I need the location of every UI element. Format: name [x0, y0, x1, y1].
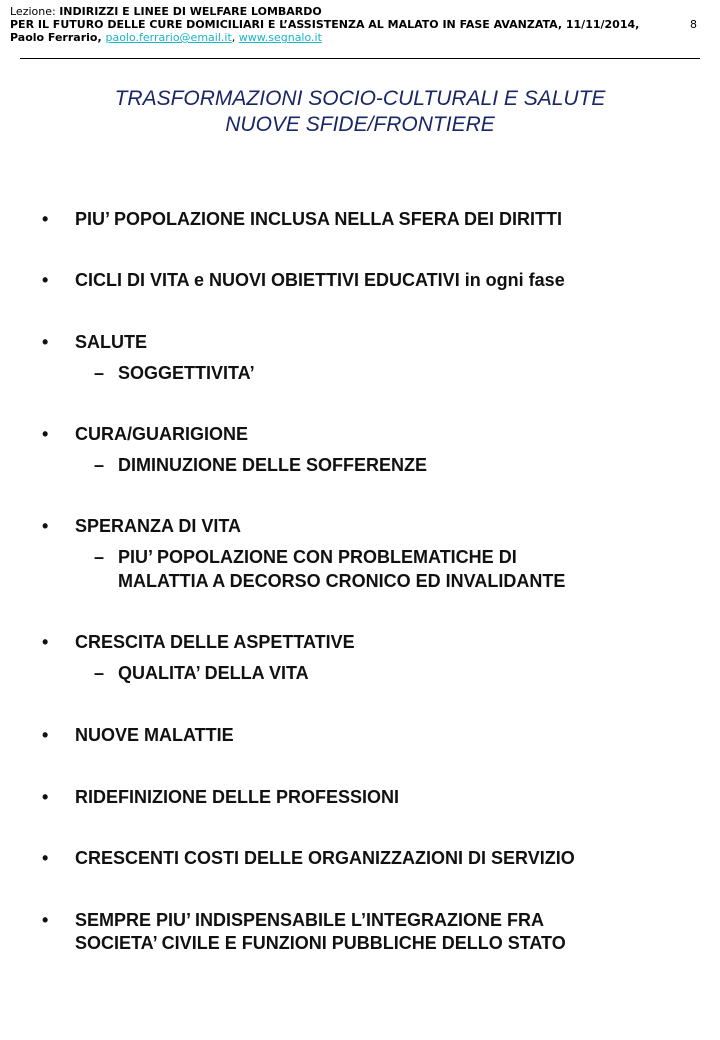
header-line-3	[10, 31, 639, 44]
page-number: 8	[690, 18, 697, 31]
lesson-subtitle: PER IL FUTURO DELLE CURE DOMICILIARI E L’ASSISTENZA AL MALATO IN FASE AVANZATA, 11/11/2014,	[10, 18, 640, 31]
page-header	[10, 5, 639, 44]
bullet-icon: •	[42, 787, 49, 807]
link-separator: ,	[231, 31, 239, 44]
list-item-text: SALUTE	[75, 332, 147, 352]
slide-title	[0, 86, 720, 138]
list-item-text: NUOVE MALATTIE	[75, 725, 234, 745]
list-item-text: CRESCITA DELLE ASPETTATIVE	[75, 632, 355, 652]
dash-icon: –	[94, 363, 105, 383]
header-line-1	[10, 5, 639, 18]
list-item-text: CURA/GUARIGIONE	[75, 424, 249, 444]
list-item-text: CRESCENTI COSTI DELLE ORGANIZZAZIONI DI SERVIZIO	[75, 848, 575, 868]
slide-title-line-1: TRASFORMAZIONI SOCIO-CULTURALI E SALUTE	[114, 87, 606, 110]
dash-icon: –	[94, 455, 105, 475]
dash-icon: –	[94, 547, 105, 567]
website-link[interactable]: www.segnalo.it	[238, 31, 322, 44]
dash-icon: –	[94, 663, 105, 683]
list-item-text-line-2: SOCIETA’ CIVILE E FUNZIONI PUBBLICHE DELLO STATO	[75, 933, 566, 953]
list-item-text: SEMPRE PIU’ INDISPENSABILE L’INTEGRAZIONE FRA	[75, 910, 545, 930]
sub-item-text: MALATTIA A DECORSO CRONICO ED INVALIDANTE	[118, 571, 566, 591]
bullet-icon: •	[42, 424, 49, 444]
bullet-icon: •	[42, 632, 49, 652]
list-item-text: SPERANZA DI VITA	[75, 516, 242, 536]
sub-item-text: QUALITA’ DELLA VITA	[118, 663, 309, 683]
bullet-icon: •	[42, 516, 49, 536]
bullet-icon: •	[42, 209, 49, 229]
author-name: Paolo Ferrario,	[10, 31, 106, 44]
list-item-text: PIU’ POPOLAZIONE INCLUSA NELLA SFERA DEI DIRITTI	[75, 209, 563, 229]
bullet-icon: •	[42, 848, 49, 868]
header-divider	[20, 58, 700, 59]
list-item-text: CICLI DI VITA e NUOVI OBIETTIVI EDUCATIVI in ogni fase	[75, 270, 565, 290]
header-line-2	[10, 18, 639, 31]
lesson-label: Lezione:	[10, 5, 60, 18]
list-item-text: RIDEFINIZIONE DELLE PROFESSIONI	[75, 787, 400, 807]
bullet-icon: •	[42, 332, 49, 352]
slide-title-line-2: NUOVE SFIDE/FRONTIERE	[225, 113, 495, 136]
bullet-icon: •	[42, 910, 49, 930]
email-link[interactable]: paolo.ferrario@email.it	[105, 31, 232, 44]
bullet-icon: •	[42, 270, 49, 290]
bullet-icon: •	[42, 725, 49, 745]
sub-item-text: DIMINUZIONE DELLE SOFFERENZE	[118, 455, 428, 475]
lesson-title: INDIRIZZI E LINEE DI WELFARE LOMBARDO	[59, 5, 322, 18]
sub-item-text: SOGGETTIVITA’	[118, 363, 255, 383]
sub-item-text: PIU’ POPOLAZIONE CON PROBLEMATICHE DI	[118, 547, 517, 567]
